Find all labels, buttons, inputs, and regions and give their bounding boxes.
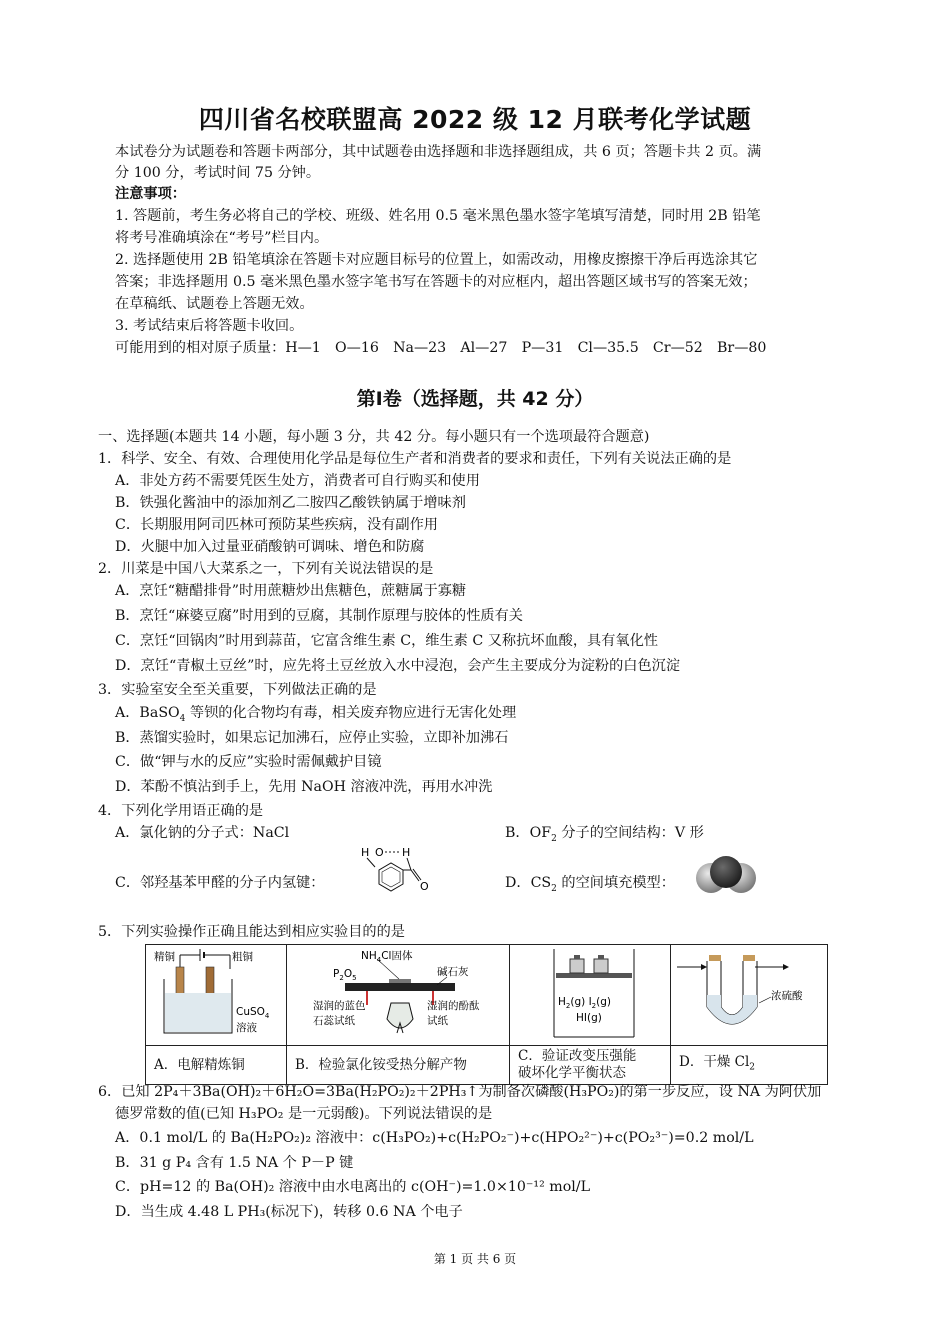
q1-option-c: C．长期服用阿司匹林可预防某些疾病，没有副作用: [115, 517, 438, 533]
svg-text:H: H: [402, 846, 411, 859]
svg-text:试纸: 试纸: [427, 1015, 448, 1027]
svg-text:HI(g): HI(g): [576, 1012, 602, 1024]
svg-text:CuSO4: CuSO$_4$: [236, 1006, 270, 1020]
q2-option-c: C．烹饪“回锅肉”时用到蒜苗，它富含维生素 C，维生素 C 又称抗坏血酸，具有氧化性: [115, 633, 658, 649]
notice-1b: 将考号准确填涂在“考号”栏目内。: [115, 230, 329, 246]
hydrogen-bond-structure-icon: [357, 843, 441, 901]
q3-option-b: B．蒸馏实验时，如果忘记加沸石，应停止实验，立即补加沸石: [115, 730, 509, 746]
q6-stem-1: 6．已知 2P₄＋3Ba(OH)₂＋6H₂O=3Ba(H₂PO₂)₂＋2PH₃↑为制备次磷酸(H₃PO₂)的第一步反应，设 NA 为阿伏加: [98, 1084, 822, 1100]
q6-stem-2: 德罗常数的值(已知 H₃PO₂ 是一元弱酸)。下列说法错误的是: [115, 1106, 493, 1122]
fig-u-tube-drying: [671, 945, 828, 1046]
q1-option-d: D．火腿中加入过量亚硝酸钠可调味、增色和防腐: [115, 539, 425, 555]
notice-3: 3. 考试结束后将答题卡收回。: [115, 318, 304, 334]
notice-2b: 答案；非选择题用 0.5 毫米黑色墨水签字笔书写在答题卡的对应框内，超出答题区域书写的答案无效；: [115, 274, 757, 290]
svg-text:粗铜: 粗铜: [232, 951, 253, 963]
cs2-space-filling-model-icon: [693, 852, 759, 900]
q6-option-c: C．pH=12 的 Ba(OH)₂ 溶液中由水电离出的 c(OH⁻)=1.0×10⁻¹² mol/L: [115, 1179, 591, 1195]
svg-text:O: O: [375, 846, 384, 859]
notice-heading: 注意事项：: [115, 186, 186, 202]
q4-option-c: C．邻羟基苯甲醛的分子内氢键：: [115, 875, 325, 891]
page-footer: 第 1 页 共 6 页: [433, 1252, 517, 1266]
q6-option-d: D．当生成 4.48 L PH₃(标况下)，转移 0.6 NA 个电子: [115, 1204, 463, 1220]
svg-text:NH4Cl固体: $NH_4Cl$固体: [361, 950, 413, 964]
fig-hi-equilibrium-press: [510, 945, 671, 1046]
svg-text:H: H: [361, 846, 370, 859]
q5-option-c: C．验证改变压强能 破坏化学平衡状态: [510, 1046, 671, 1085]
svg-text:湿润的酚酞: 湿润的酚酞: [427, 1000, 480, 1012]
q4-stem: 4．下列化学用语正确的是: [98, 803, 264, 819]
q2-stem: 2．川菜是中国八大菜系之一，下列有关说法错误的是: [98, 561, 434, 577]
q4-option-a: A．氯化钠的分子式：NaCl: [115, 825, 290, 841]
svg-text:浓硫酸: 浓硫酸: [771, 990, 803, 1002]
q6-option-b: B．31 g P₄ 含有 1.5 NA 个 P－P 键: [115, 1155, 354, 1171]
svg-text:碱石灰: 碱石灰: [437, 966, 469, 978]
section-title: 第Ⅰ卷（选择题，共 42 分）: [356, 388, 594, 410]
notice-2c: 在草稿纸、试题卷上答题无效。: [115, 296, 314, 312]
intro-line-2: 分 100 分，考试时间 75 分钟。: [115, 165, 321, 181]
q5-option-d: D．干燥 $Cl_2$: [671, 1046, 828, 1085]
q3-stem: 3．实验室安全至关重要，下列做法正确的是: [98, 682, 377, 698]
notice-2a: 2. 选择题使用 2B 铅笔填涂在答题卡对应题目标号的位置上，如需改动，用橡皮擦擦干净后再选涂其它: [115, 252, 758, 268]
svg-text:H2(g) I2(g): $H_2(g)$ $I_2(g)$: [558, 996, 611, 1010]
q5-experiment-table: [145, 944, 828, 1085]
q4-option-d: D．$CS_2$ 的空间填充模型：: [505, 875, 675, 894]
q4-option-b: B．$OF_2$ 分子的空间结构：V 形: [505, 825, 704, 844]
q6-option-a: A．0.1 mol/L 的 Ba(H₂PO₂)₂ 溶液中：c(H₃PO₂)+c(H₂PO₂⁻)+c(HPO₂²⁻)+c(PO₂³⁻)=0.2 mol/L: [115, 1130, 754, 1146]
page-title: 四川省名校联盟高 2022 级 12 月联考化学试题: [198, 105, 752, 134]
fig-ammonium-chloride-decomposition: [287, 945, 510, 1046]
svg-text:精铜: 精铜: [154, 951, 175, 963]
svg-text:O: O: [420, 880, 429, 893]
svg-text:P2O5: $P_2O_5$: [333, 968, 357, 982]
q5-stem: 5．下列实验操作正确且能达到相应实验目的的是: [98, 924, 405, 940]
intro-line-1: 本试卷分为试题卷和答题卡两部分，其中试题卷由选择题和非选择题组成，共 6 页；答题卡共 2 页。满: [115, 144, 762, 160]
q5-option-a: A．电解精炼铜: [146, 1046, 287, 1085]
svg-text:湿润的蓝色: 湿润的蓝色: [313, 1000, 366, 1012]
notice-1a: 1. 答题前，考生务必将自己的学校、班级、姓名用 0.5 毫米黑色墨水签字笔填写清楚，同时用 2B 铅笔: [115, 208, 761, 224]
q2-option-b: B．烹饪“麻婆豆腐”时用到的豆腐，其制作原理与胶体的性质有关: [115, 608, 523, 624]
q3-option-a: A．BaSO$_4$ 等钡的化合物均有毒，相关废弃物应进行无害化处理: [115, 705, 517, 724]
part-intro: 一、选择题(本题共 14 小题，每小题 3 分，共 42 分。每小题只有一个选项最符合题意): [98, 429, 650, 445]
atomic-masses: 可能用到的相对原子质量：H—1 O—16 Na—23 Al—27 P—31 Cl—35.5 Cr—52 Br—80: [115, 340, 767, 356]
q3-option-c: C．做“钾与水的反应”实验时需佩戴护目镜: [115, 754, 382, 770]
fig-electrolysis-cell: [146, 945, 287, 1046]
q1-option-a: A．非处方药不需要凭医生处方，消费者可自行购买和使用: [115, 473, 480, 489]
q3-option-d: D．苯酚不慎沾到手上，先用 NaOH 溶液冲洗，再用水冲洗: [115, 779, 493, 795]
svg-text:溶液: 溶液: [236, 1022, 257, 1034]
q1-option-b: B．铁强化酱油中的添加剂乙二胺四乙酸铁钠属于增味剂: [115, 495, 466, 511]
q2-option-d: D．烹饪“青椒土豆丝”时，应先将土豆丝放入水中浸泡，会产生主要成分为淀粉的白色沉淀: [115, 658, 681, 674]
svg-text:石蕊试纸: 石蕊试纸: [313, 1015, 355, 1027]
q2-option-a: A．烹饪“糖醋排骨”时用蔗糖炒出焦糖色，蔗糖属于寡糖: [115, 583, 467, 599]
q5-option-b: B．检验氯化铵受热分解产物: [287, 1046, 510, 1085]
q1-stem: 1．科学、安全、有效、合理使用化学品是每位生产者和消费者的要求和责任，下列有关说法正确的是: [98, 451, 732, 467]
